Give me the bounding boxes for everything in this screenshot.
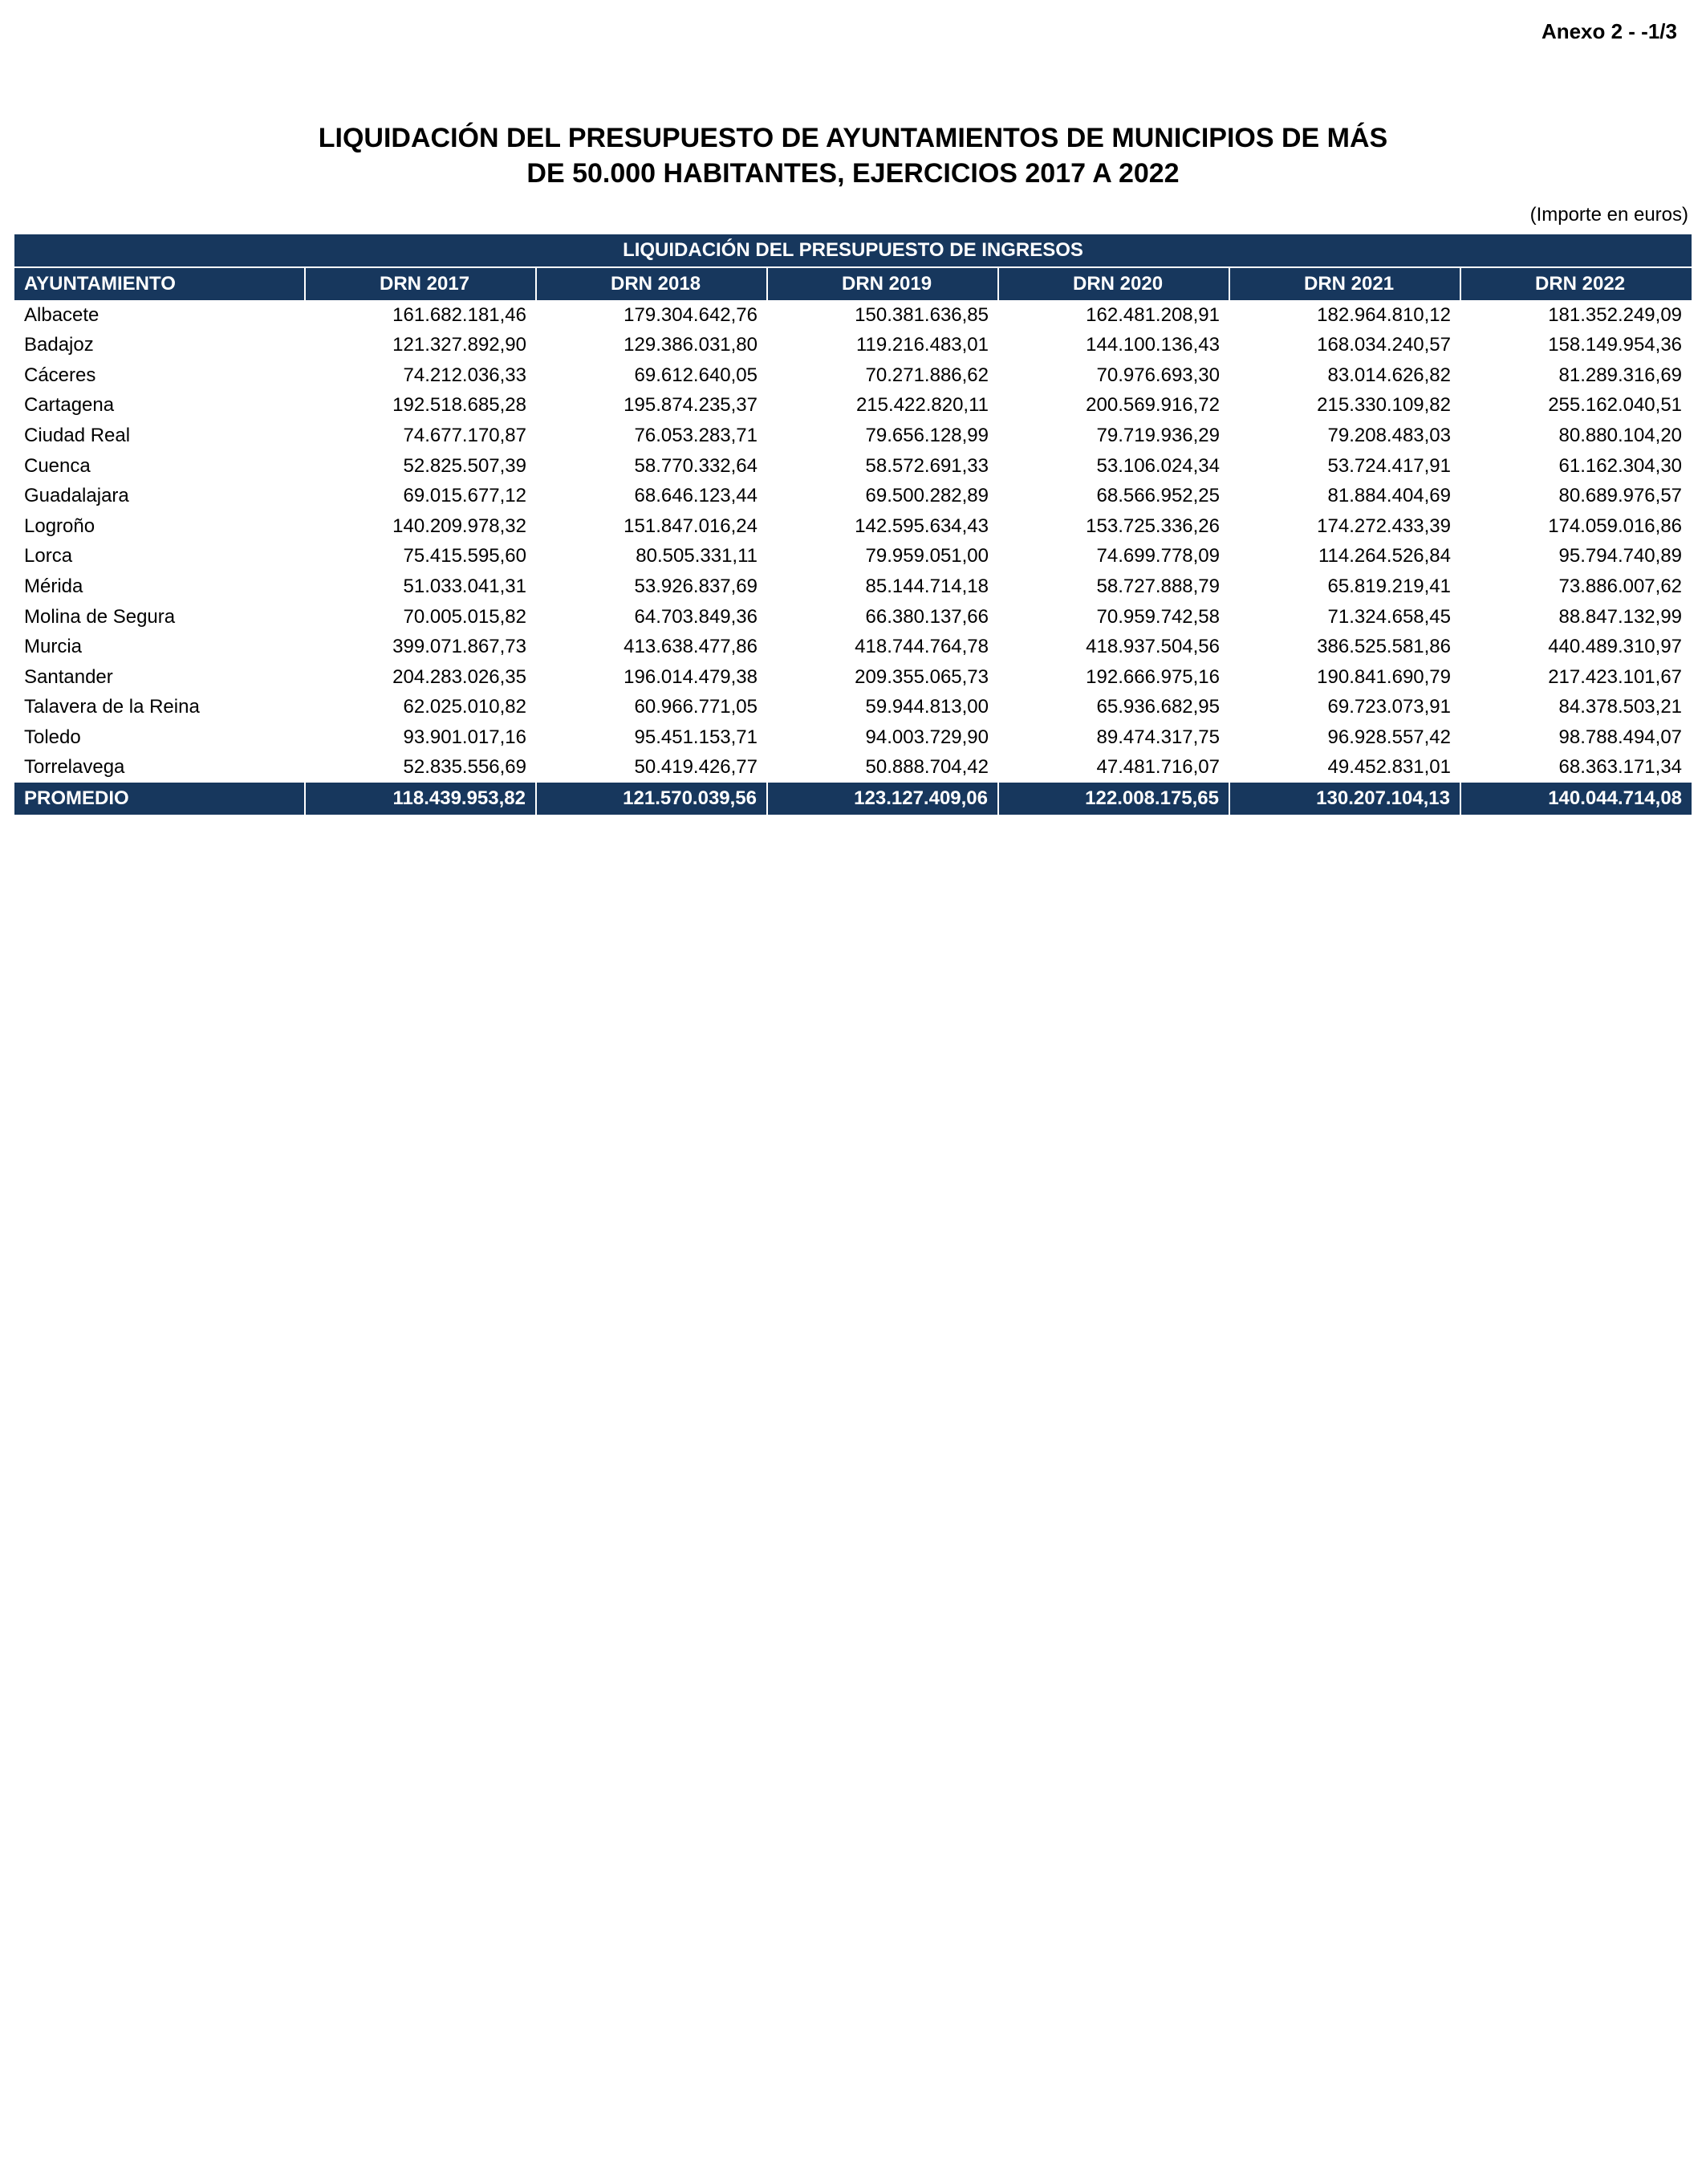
table-band-row bbox=[14, 234, 1692, 267]
value-drn-2022: 95.794.740,89 bbox=[1460, 541, 1692, 571]
value-drn-2017: 204.283.026,35 bbox=[305, 662, 536, 693]
table-body bbox=[14, 300, 1692, 783]
value-drn-2021: 71.324.658,45 bbox=[1229, 602, 1460, 632]
municipality-name: Ciudad Real bbox=[14, 421, 305, 451]
value-drn-2019: 69.500.282,89 bbox=[767, 481, 998, 511]
municipality-name: Molina de Segura bbox=[14, 602, 305, 632]
value-drn-2021: 81.884.404,69 bbox=[1229, 481, 1460, 511]
column-header-drn-2019: DRN 2019 bbox=[767, 267, 998, 300]
municipality-name: Logroño bbox=[14, 511, 305, 542]
table-row bbox=[14, 662, 1692, 693]
municipality-name: Cartagena bbox=[14, 390, 305, 421]
value-drn-2021: 114.264.526,84 bbox=[1229, 541, 1460, 571]
value-drn-2020: 89.474.317,75 bbox=[998, 722, 1229, 753]
value-drn-2018: 60.966.771,05 bbox=[536, 692, 767, 722]
promedio-drn-2018: 121.570.039,56 bbox=[536, 783, 767, 815]
value-drn-2019: 79.959.051,00 bbox=[767, 541, 998, 571]
value-drn-2021: 69.723.073,91 bbox=[1229, 692, 1460, 722]
value-drn-2020: 58.727.888,79 bbox=[998, 571, 1229, 602]
value-drn-2021: 83.014.626,82 bbox=[1229, 360, 1460, 391]
promedio-drn-2019: 123.127.409,06 bbox=[767, 783, 998, 815]
value-drn-2017: 69.015.677,12 bbox=[305, 481, 536, 511]
value-drn-2018: 151.847.016,24 bbox=[536, 511, 767, 542]
table-header-row bbox=[14, 267, 1692, 300]
promedio-drn-2020: 122.008.175,65 bbox=[998, 783, 1229, 815]
value-drn-2022: 88.847.132,99 bbox=[1460, 602, 1692, 632]
value-drn-2019: 85.144.714,18 bbox=[767, 571, 998, 602]
promedio-drn-2021: 130.207.104,13 bbox=[1229, 783, 1460, 815]
value-drn-2018: 129.386.031,80 bbox=[536, 330, 767, 360]
value-drn-2022: 80.689.976,57 bbox=[1460, 481, 1692, 511]
promedio-drn-2017: 118.439.953,82 bbox=[305, 783, 536, 815]
table-row bbox=[14, 421, 1692, 451]
value-drn-2018: 53.926.837,69 bbox=[536, 571, 767, 602]
value-drn-2022: 440.489.310,97 bbox=[1460, 632, 1692, 662]
value-drn-2019: 209.355.065,73 bbox=[767, 662, 998, 693]
municipality-name: Albacete bbox=[14, 300, 305, 331]
column-header-drn-2018: DRN 2018 bbox=[536, 267, 767, 300]
value-drn-2020: 70.959.742,58 bbox=[998, 602, 1229, 632]
column-header-drn-2022: DRN 2022 bbox=[1460, 267, 1692, 300]
column-header-drn-2021: DRN 2021 bbox=[1229, 267, 1460, 300]
value-drn-2021: 168.034.240,57 bbox=[1229, 330, 1460, 360]
value-drn-2018: 58.770.332,64 bbox=[536, 451, 767, 482]
value-drn-2019: 418.744.764,78 bbox=[767, 632, 998, 662]
value-drn-2017: 93.901.017,16 bbox=[305, 722, 536, 753]
municipality-name: Murcia bbox=[14, 632, 305, 662]
table-row bbox=[14, 511, 1692, 542]
value-drn-2017: 62.025.010,82 bbox=[305, 692, 536, 722]
value-drn-2020: 79.719.936,29 bbox=[998, 421, 1229, 451]
table-head bbox=[14, 234, 1692, 299]
value-drn-2018: 50.419.426,77 bbox=[536, 752, 767, 783]
value-drn-2017: 161.682.181,46 bbox=[305, 300, 536, 331]
page-title-line2: DE 50.000 HABITANTES, EJERCICIOS 2017 A 2022 bbox=[526, 158, 1180, 189]
value-drn-2019: 66.380.137,66 bbox=[767, 602, 998, 632]
table-row bbox=[14, 481, 1692, 511]
value-drn-2019: 215.422.820,11 bbox=[767, 390, 998, 421]
table-row bbox=[14, 360, 1692, 391]
municipality-name: Cuenca bbox=[14, 451, 305, 482]
value-drn-2018: 196.014.479,38 bbox=[536, 662, 767, 693]
value-drn-2020: 70.976.693,30 bbox=[998, 360, 1229, 391]
value-drn-2022: 255.162.040,51 bbox=[1460, 390, 1692, 421]
currency-note: (Importe en euros) bbox=[1529, 204, 1688, 226]
table-band-title: LIQUIDACIÓN DEL PRESUPUESTO DE INGRESOS bbox=[14, 234, 1692, 267]
value-drn-2021: 96.928.557,42 bbox=[1229, 722, 1460, 753]
value-drn-2017: 51.033.041,31 bbox=[305, 571, 536, 602]
value-drn-2017: 52.835.556,69 bbox=[305, 752, 536, 783]
value-drn-2018: 179.304.642,76 bbox=[536, 300, 767, 331]
value-drn-2021: 182.964.810,12 bbox=[1229, 300, 1460, 331]
value-drn-2022: 174.059.016,86 bbox=[1460, 511, 1692, 542]
value-drn-2018: 413.638.477,86 bbox=[536, 632, 767, 662]
value-drn-2021: 386.525.581,86 bbox=[1229, 632, 1460, 662]
table-row bbox=[14, 451, 1692, 482]
value-drn-2018: 76.053.283,71 bbox=[536, 421, 767, 451]
value-drn-2020: 162.481.208,91 bbox=[998, 300, 1229, 331]
value-drn-2022: 98.788.494,07 bbox=[1460, 722, 1692, 753]
value-drn-2022: 81.289.316,69 bbox=[1460, 360, 1692, 391]
value-drn-2020: 153.725.336,26 bbox=[998, 511, 1229, 542]
value-drn-2020: 65.936.682,95 bbox=[998, 692, 1229, 722]
value-drn-2021: 53.724.417,91 bbox=[1229, 451, 1460, 482]
value-drn-2017: 121.327.892,90 bbox=[305, 330, 536, 360]
municipality-name: Toledo bbox=[14, 722, 305, 753]
value-drn-2018: 95.451.153,71 bbox=[536, 722, 767, 753]
budget-table bbox=[14, 234, 1692, 814]
municipality-name: Torrelavega bbox=[14, 752, 305, 783]
table-row bbox=[14, 330, 1692, 360]
promedio-row bbox=[14, 783, 1692, 815]
table-row bbox=[14, 300, 1692, 331]
table-row bbox=[14, 692, 1692, 722]
value-drn-2018: 195.874.235,37 bbox=[536, 390, 767, 421]
municipality-name: Mérida bbox=[14, 571, 305, 602]
annex-label: Anexo 2 - -1/3 bbox=[1541, 19, 1677, 43]
column-header-ayuntamiento: AYUNTAMIENTO bbox=[14, 267, 305, 300]
value-drn-2019: 58.572.691,33 bbox=[767, 451, 998, 482]
value-drn-2019: 94.003.729,90 bbox=[767, 722, 998, 753]
value-drn-2017: 140.209.978,32 bbox=[305, 511, 536, 542]
value-drn-2022: 158.149.954,36 bbox=[1460, 330, 1692, 360]
value-drn-2021: 190.841.690,79 bbox=[1229, 662, 1460, 693]
municipality-name: Santander bbox=[14, 662, 305, 693]
table-row bbox=[14, 541, 1692, 571]
municipality-name: Badajoz bbox=[14, 330, 305, 360]
column-header-drn-2020: DRN 2020 bbox=[998, 267, 1229, 300]
value-drn-2019: 50.888.704,42 bbox=[767, 752, 998, 783]
value-drn-2018: 64.703.849,36 bbox=[536, 602, 767, 632]
value-drn-2022: 68.363.171,34 bbox=[1460, 752, 1692, 783]
value-drn-2017: 70.005.015,82 bbox=[305, 602, 536, 632]
value-drn-2020: 200.569.916,72 bbox=[998, 390, 1229, 421]
table-foot bbox=[14, 783, 1692, 815]
value-drn-2018: 69.612.640,05 bbox=[536, 360, 767, 391]
value-drn-2021: 174.272.433,39 bbox=[1229, 511, 1460, 542]
municipality-name: Guadalajara bbox=[14, 481, 305, 511]
value-drn-2022: 80.880.104,20 bbox=[1460, 421, 1692, 451]
value-drn-2018: 80.505.331,11 bbox=[536, 541, 767, 571]
value-drn-2021: 65.819.219,41 bbox=[1229, 571, 1460, 602]
table-row bbox=[14, 632, 1692, 662]
value-drn-2021: 49.452.831,01 bbox=[1229, 752, 1460, 783]
value-drn-2022: 181.352.249,09 bbox=[1460, 300, 1692, 331]
value-drn-2020: 47.481.716,07 bbox=[998, 752, 1229, 783]
value-drn-2022: 61.162.304,30 bbox=[1460, 451, 1692, 482]
table-row bbox=[14, 722, 1692, 753]
value-drn-2017: 74.677.170,87 bbox=[305, 421, 536, 451]
value-drn-2020: 53.106.024,34 bbox=[998, 451, 1229, 482]
value-drn-2017: 75.415.595,60 bbox=[305, 541, 536, 571]
value-drn-2022: 84.378.503,21 bbox=[1460, 692, 1692, 722]
value-drn-2020: 144.100.136,43 bbox=[998, 330, 1229, 360]
value-drn-2022: 73.886.007,62 bbox=[1460, 571, 1692, 602]
value-drn-2020: 192.666.975,16 bbox=[998, 662, 1229, 693]
table-row bbox=[14, 390, 1692, 421]
value-drn-2021: 215.330.109,82 bbox=[1229, 390, 1460, 421]
value-drn-2017: 74.212.036,33 bbox=[305, 360, 536, 391]
promedio-drn-2022: 140.044.714,08 bbox=[1460, 783, 1692, 815]
value-drn-2020: 74.699.778,09 bbox=[998, 541, 1229, 571]
value-drn-2019: 142.595.634,43 bbox=[767, 511, 998, 542]
value-drn-2019: 150.381.636,85 bbox=[767, 300, 998, 331]
table-row bbox=[14, 602, 1692, 632]
column-header-drn-2017: DRN 2017 bbox=[305, 267, 536, 300]
value-drn-2019: 59.944.813,00 bbox=[767, 692, 998, 722]
value-drn-2021: 79.208.483,03 bbox=[1229, 421, 1460, 451]
value-drn-2019: 70.271.886,62 bbox=[767, 360, 998, 391]
value-drn-2017: 52.825.507,39 bbox=[305, 451, 536, 482]
value-drn-2022: 217.423.101,67 bbox=[1460, 662, 1692, 693]
page-title bbox=[88, 120, 1618, 191]
value-drn-2018: 68.646.123,44 bbox=[536, 481, 767, 511]
page-title-line1: LIQUIDACIÓN DEL PRESUPUESTO DE AYUNTAMIENTOS DE MUNICIPIOS DE MÁS bbox=[318, 123, 1388, 153]
value-drn-2017: 399.071.867,73 bbox=[305, 632, 536, 662]
municipality-name: Talavera de la Reina bbox=[14, 692, 305, 722]
table-row bbox=[14, 571, 1692, 602]
value-drn-2020: 418.937.504,56 bbox=[998, 632, 1229, 662]
municipality-name: Cáceres bbox=[14, 360, 305, 391]
value-drn-2017: 192.518.685,28 bbox=[305, 390, 536, 421]
value-drn-2020: 68.566.952,25 bbox=[998, 481, 1229, 511]
value-drn-2019: 119.216.483,01 bbox=[767, 330, 998, 360]
value-drn-2019: 79.656.128,99 bbox=[767, 421, 998, 451]
table-row bbox=[14, 752, 1692, 783]
promedio-label: PROMEDIO bbox=[14, 783, 305, 815]
municipality-name: Lorca bbox=[14, 541, 305, 571]
